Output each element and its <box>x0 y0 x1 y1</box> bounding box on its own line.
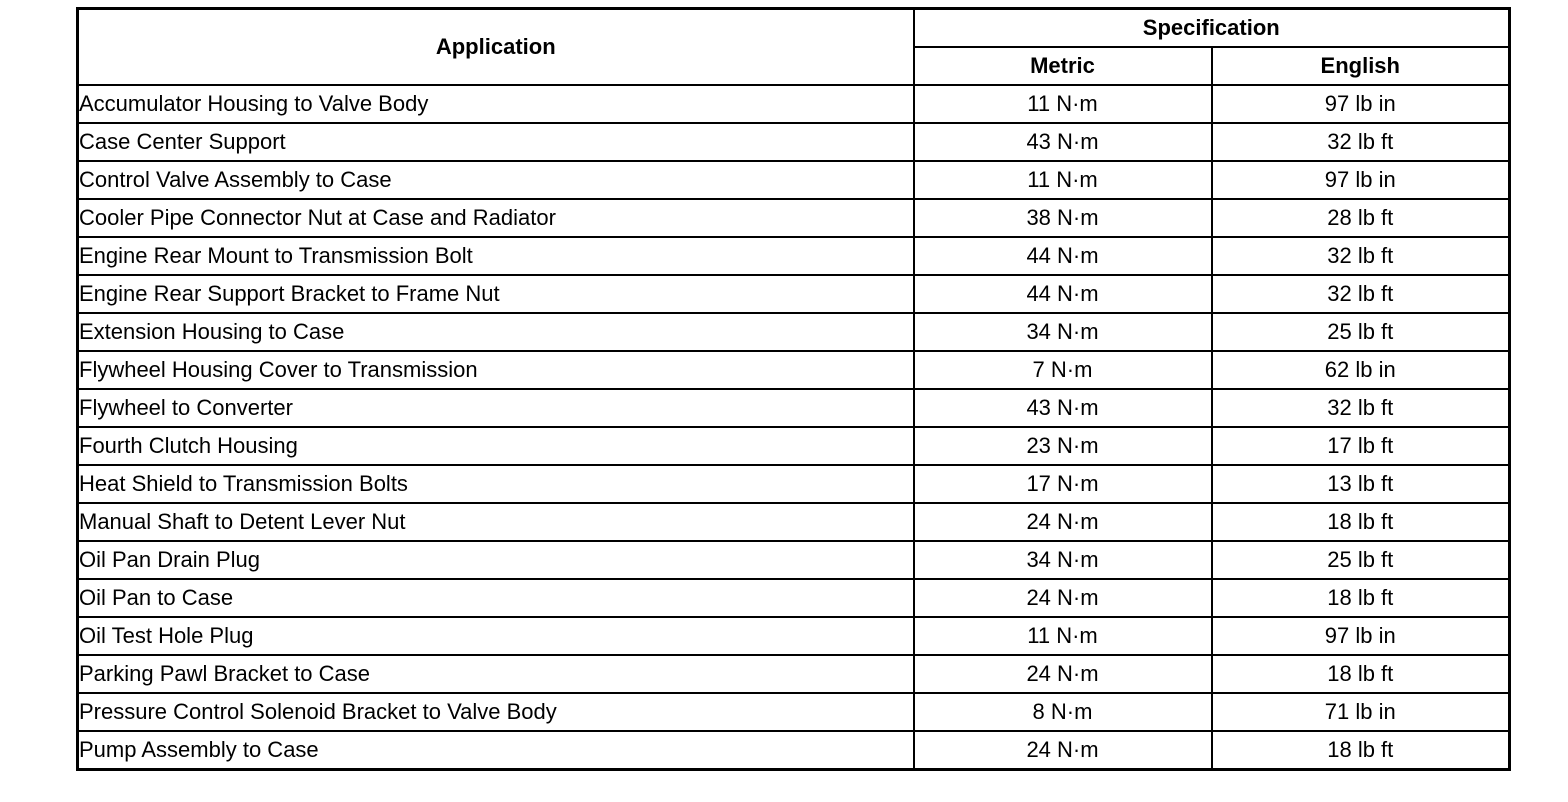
table-row <box>78 237 1510 275</box>
metric-cell: 34 N·m <box>914 313 1212 351</box>
application-column-header: Application <box>78 9 914 86</box>
table-body <box>78 85 1510 770</box>
table-row <box>78 351 1510 389</box>
table-row <box>78 731 1510 770</box>
english-column-header: English <box>1212 47 1510 85</box>
english-cell: 18 lb ft <box>1212 579 1510 617</box>
english-cell: 13 lb ft <box>1212 465 1510 503</box>
metric-cell: 11 N·m <box>914 617 1212 655</box>
metric-cell: 11 N·m <box>914 85 1212 123</box>
header-row-top <box>78 9 1510 48</box>
application-cell: Heat Shield to Transmission Bolts <box>78 465 914 503</box>
metric-cell: 17 N·m <box>914 465 1212 503</box>
application-cell: Manual Shaft to Detent Lever Nut <box>78 503 914 541</box>
application-cell: Case Center Support <box>78 123 914 161</box>
metric-cell: 44 N·m <box>914 275 1212 313</box>
application-cell: Pressure Control Solenoid Bracket to Valve Body <box>78 693 914 731</box>
english-cell: 17 lb ft <box>1212 427 1510 465</box>
metric-column-header: Metric <box>914 47 1212 85</box>
application-cell: Engine Rear Mount to Transmission Bolt <box>78 237 914 275</box>
table-row <box>78 503 1510 541</box>
metric-cell: 23 N·m <box>914 427 1212 465</box>
table-row <box>78 389 1510 427</box>
application-cell: Flywheel to Converter <box>78 389 914 427</box>
table-header <box>78 9 1510 86</box>
application-cell: Engine Rear Support Bracket to Frame Nut <box>78 275 914 313</box>
application-cell: Parking Pawl Bracket to Case <box>78 655 914 693</box>
metric-cell: 43 N·m <box>914 123 1212 161</box>
metric-cell: 38 N·m <box>914 199 1212 237</box>
table-row <box>78 199 1510 237</box>
english-cell: 97 lb in <box>1212 85 1510 123</box>
english-cell: 25 lb ft <box>1212 541 1510 579</box>
english-cell: 18 lb ft <box>1212 655 1510 693</box>
application-cell: Accumulator Housing to Valve Body <box>78 85 914 123</box>
english-cell: 18 lb ft <box>1212 731 1510 770</box>
metric-cell: 34 N·m <box>914 541 1212 579</box>
metric-cell: 7 N·m <box>914 351 1212 389</box>
english-cell: 25 lb ft <box>1212 313 1510 351</box>
table-row <box>78 123 1510 161</box>
application-cell: Flywheel Housing Cover to Transmission <box>78 351 914 389</box>
table-row <box>78 275 1510 313</box>
table-row <box>78 617 1510 655</box>
application-cell: Oil Pan to Case <box>78 579 914 617</box>
english-cell: 97 lb in <box>1212 617 1510 655</box>
table-row <box>78 541 1510 579</box>
table-row <box>78 85 1510 123</box>
english-cell: 28 lb ft <box>1212 199 1510 237</box>
application-cell: Cooler Pipe Connector Nut at Case and Radiator <box>78 199 914 237</box>
english-cell: 32 lb ft <box>1212 123 1510 161</box>
application-cell: Oil Pan Drain Plug <box>78 541 914 579</box>
specification-group-header: Specification <box>914 9 1510 48</box>
english-cell: 97 lb in <box>1212 161 1510 199</box>
metric-cell: 44 N·m <box>914 237 1212 275</box>
application-cell: Fourth Clutch Housing <box>78 427 914 465</box>
english-cell: 32 lb ft <box>1212 275 1510 313</box>
table-row <box>78 427 1510 465</box>
metric-cell: 24 N·m <box>914 579 1212 617</box>
metric-cell: 11 N·m <box>914 161 1212 199</box>
table-row <box>78 579 1510 617</box>
table-row <box>78 693 1510 731</box>
metric-cell: 24 N·m <box>914 731 1212 770</box>
english-cell: 18 lb ft <box>1212 503 1510 541</box>
english-cell: 32 lb ft <box>1212 237 1510 275</box>
table-row <box>78 161 1510 199</box>
application-cell: Pump Assembly to Case <box>78 731 914 770</box>
english-cell: 71 lb in <box>1212 693 1510 731</box>
fastener-specification-table <box>76 7 1511 771</box>
english-cell: 32 lb ft <box>1212 389 1510 427</box>
english-cell: 62 lb in <box>1212 351 1510 389</box>
table-row <box>78 465 1510 503</box>
application-cell: Oil Test Hole Plug <box>78 617 914 655</box>
table-row <box>78 655 1510 693</box>
metric-cell: 43 N·m <box>914 389 1212 427</box>
metric-cell: 24 N·m <box>914 503 1212 541</box>
application-cell: Extension Housing to Case <box>78 313 914 351</box>
application-cell: Control Valve Assembly to Case <box>78 161 914 199</box>
table-row <box>78 313 1510 351</box>
metric-cell: 24 N·m <box>914 655 1212 693</box>
metric-cell: 8 N·m <box>914 693 1212 731</box>
